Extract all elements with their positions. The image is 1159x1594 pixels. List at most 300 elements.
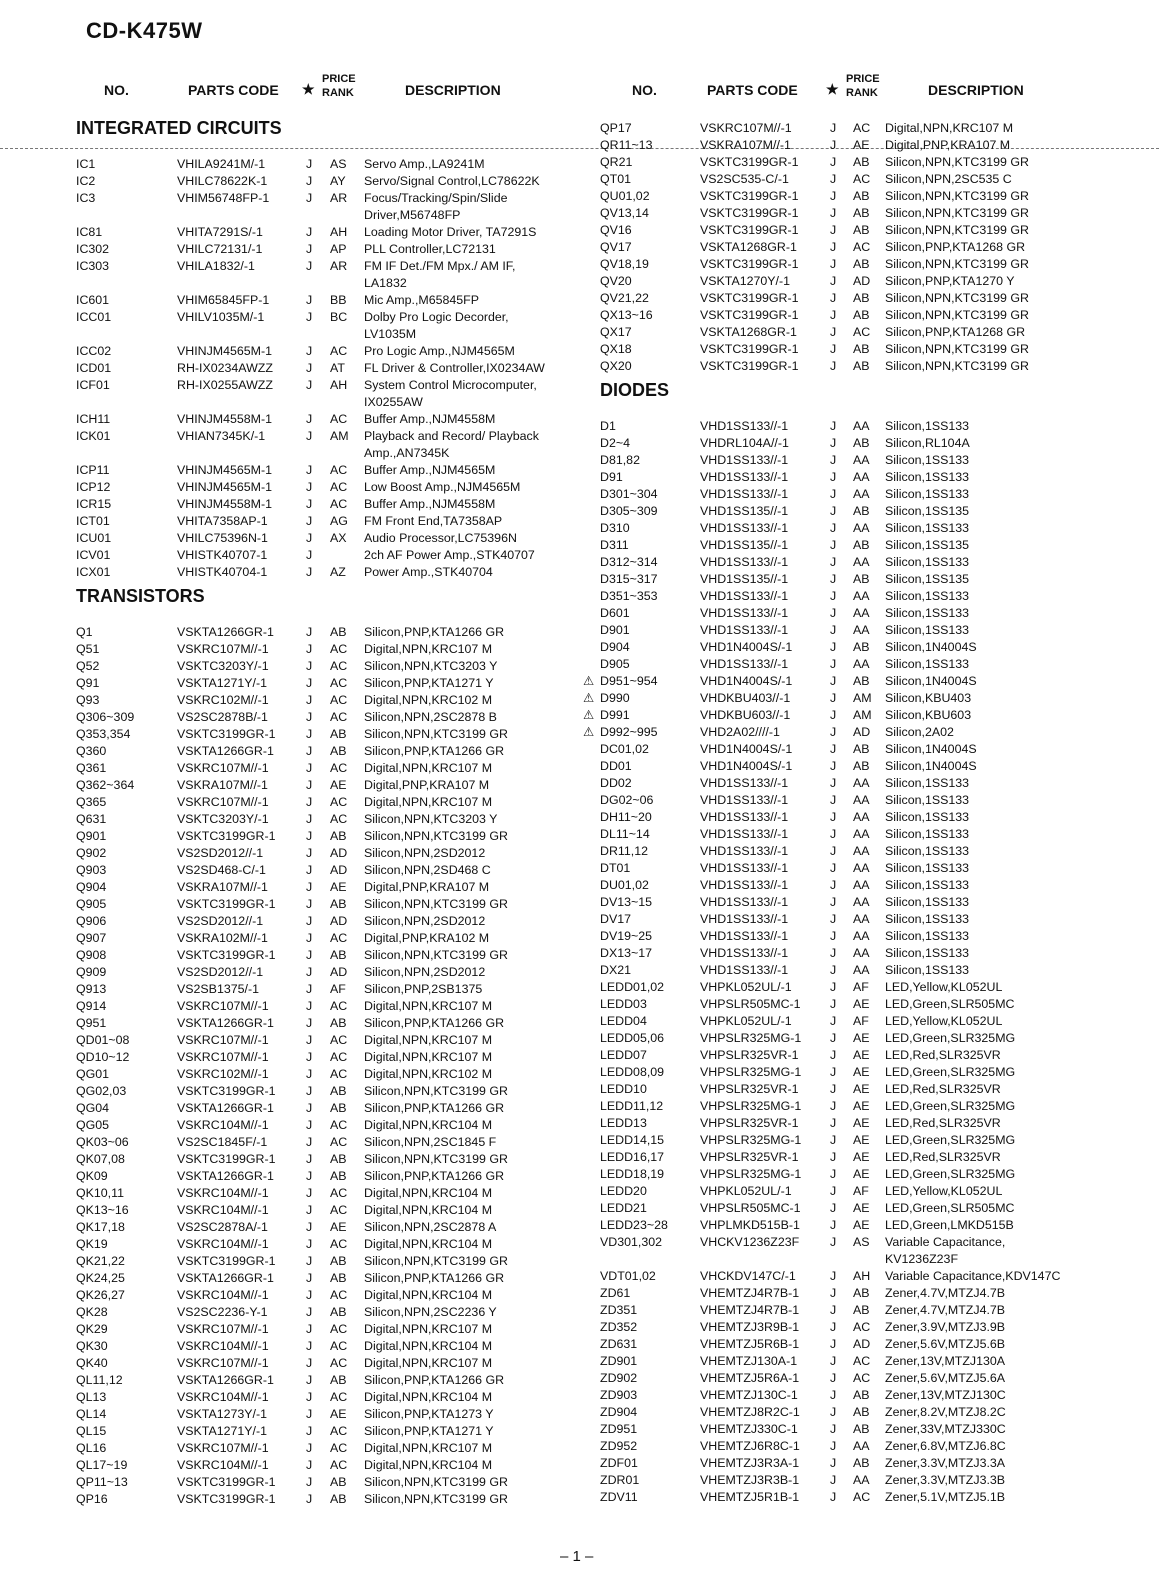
price-rank: AE bbox=[853, 1167, 870, 1181]
supply-mark: J bbox=[306, 1288, 313, 1302]
parts-code: VSKRA107M//-1 bbox=[700, 138, 791, 152]
description: Digital,NPN,KRC104 M bbox=[364, 1339, 493, 1353]
price-rank: AA bbox=[853, 861, 870, 875]
description: Digital,NPN,KRC104 M bbox=[364, 1390, 493, 1404]
supply-mark: J bbox=[830, 606, 837, 620]
part-no: QP17 bbox=[600, 121, 632, 135]
supply-mark: J bbox=[830, 1235, 837, 1249]
parts-code: VHD1SS133//-1 bbox=[700, 878, 789, 892]
parts-code: VHILC72131/-1 bbox=[177, 242, 263, 256]
supply-mark: J bbox=[306, 1305, 313, 1319]
description: Silicon,PNP,KTA1271 Y bbox=[364, 676, 494, 690]
price-rank: AC bbox=[330, 812, 348, 826]
part-no: LEDD01,02 bbox=[600, 980, 665, 994]
parts-code: VS2SB1375/-1 bbox=[177, 982, 259, 996]
price-rank: AA bbox=[853, 929, 870, 943]
supply-mark: J bbox=[306, 625, 313, 639]
part-no: Q907 bbox=[76, 931, 107, 945]
description: Buffer Amp.,NJM4565M bbox=[364, 463, 496, 477]
part-no: ICH11 bbox=[76, 412, 111, 426]
part-no: QX17 bbox=[600, 325, 632, 339]
price-rank: AB bbox=[853, 342, 870, 356]
parts-code: VHDKBU403//-1 bbox=[700, 691, 791, 705]
supply-mark: J bbox=[830, 572, 837, 586]
description: Silicon,1SS133 bbox=[885, 521, 970, 535]
part-no: QL15 bbox=[76, 1424, 107, 1438]
parts-code: VHPSLR325MG-1 bbox=[700, 1167, 802, 1181]
description: Silicon,1SS133 bbox=[885, 878, 970, 892]
supply-mark: J bbox=[830, 759, 837, 773]
supply-mark: J bbox=[306, 1067, 313, 1081]
part-no: Q52 bbox=[76, 659, 100, 673]
parts-code: VHD1SS133//-1 bbox=[700, 895, 789, 909]
parts-code: VHINJM4565M-1 bbox=[177, 344, 273, 358]
part-no: LEDD16,17 bbox=[600, 1150, 665, 1164]
description: Focus/Tracking/Spin/Slide bbox=[364, 191, 508, 205]
parts-code: VHEMTZJ3R9B-1 bbox=[700, 1320, 800, 1334]
price-rank: AB bbox=[853, 1303, 870, 1317]
parts-code: VSKTA1266GR-1 bbox=[177, 1373, 274, 1387]
supply-mark: J bbox=[306, 344, 313, 358]
parts-code: VSKRC107M//-1 bbox=[177, 1441, 269, 1455]
price-rank: AB bbox=[853, 572, 870, 586]
supply-mark: J bbox=[306, 1186, 313, 1200]
price-rank: AC bbox=[330, 1067, 348, 1081]
price-rank: AD bbox=[853, 725, 871, 739]
part-no: QR11~13 bbox=[600, 138, 653, 152]
price-rank: AA bbox=[853, 487, 870, 501]
parts-code: VHPSLR325MG-1 bbox=[700, 1065, 802, 1079]
price-rank: AE bbox=[330, 1407, 347, 1421]
supply-mark: J bbox=[306, 1084, 313, 1098]
parts-code: VSKRC107M//-1 bbox=[177, 795, 269, 809]
price-rank: AC bbox=[330, 1118, 348, 1132]
supply-mark: J bbox=[306, 1424, 313, 1438]
parts-code: VHILC78622K-1 bbox=[177, 174, 268, 188]
parts-code: VSKTC3199GR-1 bbox=[700, 223, 799, 237]
parts-code: VSKRC104M//-1 bbox=[177, 1186, 269, 1200]
price-rank: AB bbox=[853, 308, 870, 322]
supply-mark: J bbox=[306, 676, 313, 690]
price-rank: AA bbox=[853, 810, 870, 824]
description: Pro Logic Amp.,NJM4565M bbox=[364, 344, 515, 358]
description: LED,Red,SLR325VR bbox=[885, 1082, 1001, 1096]
part-no: Q902 bbox=[76, 846, 107, 860]
parts-code: RH-IX0234AWZZ bbox=[177, 361, 273, 375]
header-rank: RANK bbox=[322, 87, 354, 99]
parts-code: VHD1N4004S/-1 bbox=[700, 742, 793, 756]
description: Dolby Pro Logic Decorder, bbox=[364, 310, 509, 324]
part-no: QD01~08 bbox=[76, 1033, 130, 1047]
part-no: D904 bbox=[600, 640, 630, 654]
price-rank: AE bbox=[853, 138, 870, 152]
parts-code: VHD1SS133//-1 bbox=[700, 555, 789, 569]
part-no: D601 bbox=[600, 606, 630, 620]
supply-mark: J bbox=[830, 674, 837, 688]
supply-mark: J bbox=[306, 361, 313, 375]
description: FM Front End,TA7358AP bbox=[364, 514, 503, 528]
price-rank: AF bbox=[853, 980, 869, 994]
description: LED,Green,SLR325MG bbox=[885, 1133, 1016, 1147]
price-rank: AE bbox=[853, 1201, 870, 1215]
price-rank: AC bbox=[853, 1354, 871, 1368]
supply-mark: J bbox=[306, 914, 313, 928]
parts-code: VSKRA107M//-1 bbox=[177, 778, 268, 792]
parts-code: VHD1SS133//-1 bbox=[700, 623, 789, 637]
part-no: ICK01 bbox=[76, 429, 111, 443]
price-rank: BB bbox=[330, 293, 347, 307]
part-no: DV13~15 bbox=[600, 895, 653, 909]
part-no: DD02 bbox=[600, 776, 632, 790]
parts-code: VHD1N4004S/-1 bbox=[700, 640, 793, 654]
header-rank: RANK bbox=[846, 87, 878, 99]
supply-mark: J bbox=[830, 359, 837, 373]
price-rank: AD bbox=[853, 1337, 871, 1351]
supply-mark: J bbox=[830, 810, 837, 824]
part-no: LEDD14,15 bbox=[600, 1133, 665, 1147]
price-rank: AE bbox=[853, 1065, 870, 1079]
price-rank: AB bbox=[853, 1422, 870, 1436]
part-no: D1 bbox=[600, 419, 616, 433]
header-no: NO. bbox=[104, 82, 129, 98]
price-rank: AG bbox=[330, 514, 348, 528]
parts-code: VHILV1035M/-1 bbox=[177, 310, 265, 324]
parts-code: VHD1SS133//-1 bbox=[700, 521, 789, 535]
parts-code: VSKTC3199GR-1 bbox=[700, 359, 799, 373]
supply-mark: J bbox=[830, 1150, 837, 1164]
supply-mark: J bbox=[306, 463, 313, 477]
supply-mark: J bbox=[830, 844, 837, 858]
price-rank: AB bbox=[330, 1254, 347, 1268]
parts-code: RH-IX0255AWZZ bbox=[177, 378, 273, 392]
parts-code: VHD1SS133//-1 bbox=[700, 946, 789, 960]
supply-mark: J bbox=[830, 274, 837, 288]
description: Silicon,NPN,KTC3199 GR bbox=[364, 948, 508, 962]
part-no: ICF01 bbox=[76, 378, 110, 392]
supply-mark: J bbox=[306, 999, 313, 1013]
supply-mark: J bbox=[306, 1016, 313, 1030]
supply-mark: J bbox=[830, 912, 837, 926]
supply-mark: J bbox=[306, 225, 313, 239]
supply-mark: J bbox=[306, 259, 313, 273]
description: Silicon,NPN,KTC3203 Y bbox=[364, 812, 498, 826]
supply-mark: J bbox=[830, 1116, 837, 1130]
description: Silicon,1SS133 bbox=[885, 555, 970, 569]
supply-mark: J bbox=[306, 497, 313, 511]
description: Digital,NPN,KRC107 M bbox=[885, 121, 1014, 135]
price-rank: AA bbox=[853, 555, 870, 569]
part-no: ICD01 bbox=[76, 361, 112, 375]
supply-mark: J bbox=[306, 710, 313, 724]
description: Silicon,PNP,KTA1266 GR bbox=[364, 1373, 505, 1387]
description: Silicon,NPN,2SC2878 B bbox=[364, 710, 497, 724]
description: Zener,13V,MTZJ130A bbox=[885, 1354, 1006, 1368]
description: Silicon,PNP,2SB1375 bbox=[364, 982, 483, 996]
description: Digital,NPN,KRC107 M bbox=[364, 642, 493, 656]
description: Silicon,1SS135 bbox=[885, 538, 970, 552]
supply-mark: J bbox=[830, 1184, 837, 1198]
description: Digital,NPN,KRC102 M bbox=[364, 693, 493, 707]
supply-mark: J bbox=[306, 863, 313, 877]
supply-mark: J bbox=[830, 1031, 837, 1045]
price-rank: AB bbox=[330, 727, 347, 741]
parts-code: VHEMTZJ8R2C-1 bbox=[700, 1405, 800, 1419]
parts-code: VHD1SS133//-1 bbox=[700, 861, 789, 875]
supply-mark: J bbox=[830, 1082, 837, 1096]
parts-code: VSKRA107M//-1 bbox=[177, 880, 268, 894]
part-no: DT01 bbox=[600, 861, 631, 875]
parts-code: VHD1SS135//-1 bbox=[700, 504, 789, 518]
supply-mark: J bbox=[830, 291, 837, 305]
parts-code: VHPSLR325VR-1 bbox=[700, 1150, 799, 1164]
header-parts-code: PARTS CODE bbox=[188, 82, 279, 98]
supply-mark: J bbox=[306, 965, 313, 979]
price-rank: AF bbox=[853, 1014, 869, 1028]
description: Digital,NPN,KRC107 M bbox=[364, 1050, 493, 1064]
description: Silicon,NPN,KTC3199 GR bbox=[885, 257, 1029, 271]
description: Silicon,NPN,2SD2012 bbox=[364, 965, 486, 979]
part-no: QL16 bbox=[76, 1441, 107, 1455]
supply-mark: J bbox=[830, 1473, 837, 1487]
price-rank: AC bbox=[853, 325, 871, 339]
header-no: NO. bbox=[632, 82, 657, 98]
part-no: Q51 bbox=[76, 642, 100, 656]
price-rank: AS bbox=[330, 157, 347, 171]
supply-mark: J bbox=[830, 793, 837, 807]
supply-mark: J bbox=[306, 829, 313, 843]
description: Silicon,1SS135 bbox=[885, 504, 970, 518]
supply-mark: J bbox=[830, 189, 837, 203]
part-no: Q1 bbox=[76, 625, 93, 639]
description: Silicon,PNP,KTA1266 GR bbox=[364, 1169, 505, 1183]
supply-mark: J bbox=[830, 1286, 837, 1300]
price-rank: AB bbox=[853, 189, 870, 203]
part-no: LEDD07 bbox=[600, 1048, 647, 1062]
description: Variable Capacitance, bbox=[885, 1235, 1006, 1249]
price-rank: AB bbox=[853, 759, 870, 773]
parts-code: VHPKL052UL/-1 bbox=[700, 980, 792, 994]
part-no: IC1 bbox=[76, 157, 96, 171]
part-no: QK26,27 bbox=[76, 1288, 125, 1302]
price-rank: AC bbox=[330, 1050, 348, 1064]
price-rank: AM bbox=[853, 691, 872, 705]
parts-code: VHD1SS133//-1 bbox=[700, 963, 789, 977]
price-rank: AC bbox=[330, 795, 348, 809]
price-rank: AB bbox=[330, 1169, 347, 1183]
price-rank: AB bbox=[853, 223, 870, 237]
parts-code: VSKRC104M//-1 bbox=[177, 1458, 269, 1472]
description: Silicon,NPN,KTC3203 Y bbox=[364, 659, 498, 673]
description: LED,Green,SLR505MC bbox=[885, 1201, 1015, 1215]
parts-code: VSKTA1268GR-1 bbox=[700, 240, 797, 254]
parts-code: VS2SC2878A/-1 bbox=[177, 1220, 268, 1234]
description: Zener,5.1V,MTZJ5.1B bbox=[885, 1490, 1006, 1504]
safety-warning-icon: ⚠ bbox=[583, 708, 595, 722]
description: Silicon,1SS133 bbox=[885, 419, 970, 433]
supply-mark: J bbox=[306, 548, 313, 562]
part-no: D951~954 bbox=[600, 674, 658, 688]
price-rank: AE bbox=[853, 997, 870, 1011]
price-rank: AM bbox=[330, 429, 349, 443]
price-rank: AA bbox=[853, 912, 870, 926]
price-rank: AB bbox=[853, 155, 870, 169]
header-description: DESCRIPTION bbox=[928, 82, 1024, 98]
price-rank: AA bbox=[853, 657, 870, 671]
price-rank: AC bbox=[330, 659, 348, 673]
description: Silicon,NPN,KTC3199 GR bbox=[885, 342, 1029, 356]
parts-code: VHIM65845FP-1 bbox=[177, 293, 270, 307]
price-rank: AB bbox=[853, 257, 870, 271]
description: Zener,5.6V,MTZJ5.6A bbox=[885, 1371, 1006, 1385]
supply-mark: J bbox=[830, 708, 837, 722]
parts-code: VSKTC3203Y/-1 bbox=[177, 659, 269, 673]
parts-code: VSKTC3199GR-1 bbox=[700, 206, 799, 220]
part-no: Q908 bbox=[76, 948, 107, 962]
description: Silicon,PNP,KTA1271 Y bbox=[364, 1424, 494, 1438]
supply-mark: J bbox=[830, 1320, 837, 1334]
parts-code: VSKTA1266GR-1 bbox=[177, 1271, 274, 1285]
part-no: QG05 bbox=[76, 1118, 110, 1132]
description: LED,Green,SLR325MG bbox=[885, 1065, 1016, 1079]
parts-code: VHD1SS133//-1 bbox=[700, 912, 789, 926]
supply-mark: J bbox=[306, 1254, 313, 1268]
part-no: ZDR01 bbox=[600, 1473, 640, 1487]
price-rank: AC bbox=[330, 1203, 348, 1217]
parts-code: VSKRC104M//-1 bbox=[177, 1237, 269, 1251]
part-no: ICV01 bbox=[76, 548, 111, 562]
description: Buffer Amp.,NJM4558M bbox=[364, 497, 496, 511]
description: LED,Green,SLR325MG bbox=[885, 1099, 1016, 1113]
description: Silicon,1SS133 bbox=[885, 827, 970, 841]
parts-code: VHPKL052UL/-1 bbox=[700, 1184, 792, 1198]
description: FL Driver & Controller,IX0234AW bbox=[364, 361, 545, 375]
supply-mark: J bbox=[306, 812, 313, 826]
description: Silicon,NPN,KTC3199 GR bbox=[364, 727, 508, 741]
price-rank: BC bbox=[330, 310, 348, 324]
description: LED,Red,SLR325VR bbox=[885, 1048, 1001, 1062]
part-no: QD10~12 bbox=[76, 1050, 130, 1064]
description: Digital,PNP,KRA102 M bbox=[364, 931, 490, 945]
price-rank: AX bbox=[330, 531, 347, 545]
description: Silicon,1SS133 bbox=[885, 657, 970, 671]
description: Silicon,1N4004S bbox=[885, 759, 977, 773]
parts-code: VSKTA1268GR-1 bbox=[700, 325, 797, 339]
description: Silicon,NPN,KTC3199 GR bbox=[364, 1152, 508, 1166]
part-no: ICR15 bbox=[76, 497, 112, 511]
parts-code: VHDKBU603//-1 bbox=[700, 708, 791, 722]
supply-mark: J bbox=[830, 929, 837, 943]
supply-mark: J bbox=[306, 948, 313, 962]
supply-mark: J bbox=[306, 1458, 313, 1472]
supply-mark: J bbox=[830, 1014, 837, 1028]
part-no: LEDD08,09 bbox=[600, 1065, 665, 1079]
part-no: ZD631 bbox=[600, 1337, 638, 1351]
parts-code: VSKTA1271Y/-1 bbox=[177, 676, 267, 690]
description: Silicon,1N4004S bbox=[885, 674, 977, 688]
description: LED,Green,LMKD515B bbox=[885, 1218, 1014, 1232]
part-no: DU01,02 bbox=[600, 878, 649, 892]
part-no: LEDD03 bbox=[600, 997, 647, 1011]
part-no: QP16 bbox=[76, 1492, 108, 1506]
safety-warning-icon: ⚠ bbox=[583, 725, 595, 739]
part-no: VD301,302 bbox=[600, 1235, 663, 1249]
parts-code: VS2SC2878B/-1 bbox=[177, 710, 268, 724]
price-rank: AB bbox=[853, 1456, 870, 1470]
parts-code: VHPSLR325VR-1 bbox=[700, 1048, 799, 1062]
description: LED,Red,SLR325VR bbox=[885, 1150, 1001, 1164]
parts-code: VSKTC3199GR-1 bbox=[177, 727, 276, 741]
supply-mark: J bbox=[830, 776, 837, 790]
supply-mark: J bbox=[306, 412, 313, 426]
part-no: QX13~16 bbox=[600, 308, 653, 322]
description: PLL Controller,LC72131 bbox=[364, 242, 496, 256]
description: Silicon,NPN,KTC3199 GR bbox=[885, 206, 1029, 220]
price-rank: AC bbox=[330, 642, 348, 656]
price-rank: AA bbox=[853, 793, 870, 807]
price-rank: AA bbox=[853, 606, 870, 620]
part-no: D315~317 bbox=[600, 572, 658, 586]
description: LED,Green,SLR325MG bbox=[885, 1031, 1016, 1045]
price-rank: AC bbox=[330, 1033, 348, 1047]
price-rank: AE bbox=[330, 880, 347, 894]
price-rank: AB bbox=[853, 291, 870, 305]
part-no: ZD952 bbox=[600, 1439, 638, 1453]
supply-mark: J bbox=[306, 1050, 313, 1064]
parts-code: VHD1SS133//-1 bbox=[700, 776, 789, 790]
part-no: QG02,03 bbox=[76, 1084, 127, 1098]
part-no: Q361 bbox=[76, 761, 107, 775]
supply-mark: J bbox=[830, 504, 837, 518]
parts-code: VHPSLR325MG-1 bbox=[700, 1133, 802, 1147]
description: Digital,NPN,KRC107 M bbox=[364, 1356, 493, 1370]
supply-mark: J bbox=[830, 1133, 837, 1147]
supply-mark: J bbox=[830, 487, 837, 501]
supply-mark: J bbox=[830, 1201, 837, 1215]
part-no: DD01 bbox=[600, 759, 632, 773]
part-no: D905 bbox=[600, 657, 630, 671]
part-no: QK13~16 bbox=[76, 1203, 129, 1217]
parts-code: VSKTC3199GR-1 bbox=[177, 1152, 276, 1166]
supply-mark: J bbox=[306, 531, 313, 545]
description: Zener,6.8V,MTZJ6.8C bbox=[885, 1439, 1006, 1453]
parts-code: VSKRC107M//-1 bbox=[177, 1050, 269, 1064]
header-star: ★ bbox=[302, 81, 315, 97]
supply-mark: J bbox=[306, 1407, 313, 1421]
parts-code: VHEMTZJ4R7B-1 bbox=[700, 1286, 800, 1300]
parts-code: VSKTC3199GR-1 bbox=[177, 948, 276, 962]
part-no: ZD61 bbox=[600, 1286, 631, 1300]
description: Silicon,PNP,KTA1266 GR bbox=[364, 1016, 505, 1030]
description: Silicon,1SS133 bbox=[885, 929, 970, 943]
price-rank: AB bbox=[330, 1152, 347, 1166]
part-no: ZD951 bbox=[600, 1422, 638, 1436]
parts-code: VHPKL052UL/-1 bbox=[700, 1014, 792, 1028]
parts-code: VSKTA1266GR-1 bbox=[177, 1101, 274, 1115]
part-no: Q905 bbox=[76, 897, 107, 911]
part-no: QG01 bbox=[76, 1067, 110, 1081]
parts-code: VSKRC107M//-1 bbox=[700, 121, 792, 135]
supply-mark: J bbox=[306, 642, 313, 656]
price-rank: AB bbox=[330, 1492, 347, 1506]
parts-code: VHD1SS133//-1 bbox=[700, 487, 789, 501]
part-no: D992~995 bbox=[600, 725, 658, 739]
part-no: ZD904 bbox=[600, 1405, 638, 1419]
description: Silicon,1SS133 bbox=[885, 453, 970, 467]
parts-code: VHINJM4558M-1 bbox=[177, 412, 273, 426]
description: Silicon,NPN,2SD2012 bbox=[364, 846, 486, 860]
parts-code: VS2SC535-C/-1 bbox=[700, 172, 789, 186]
price-rank: AB bbox=[853, 206, 870, 220]
